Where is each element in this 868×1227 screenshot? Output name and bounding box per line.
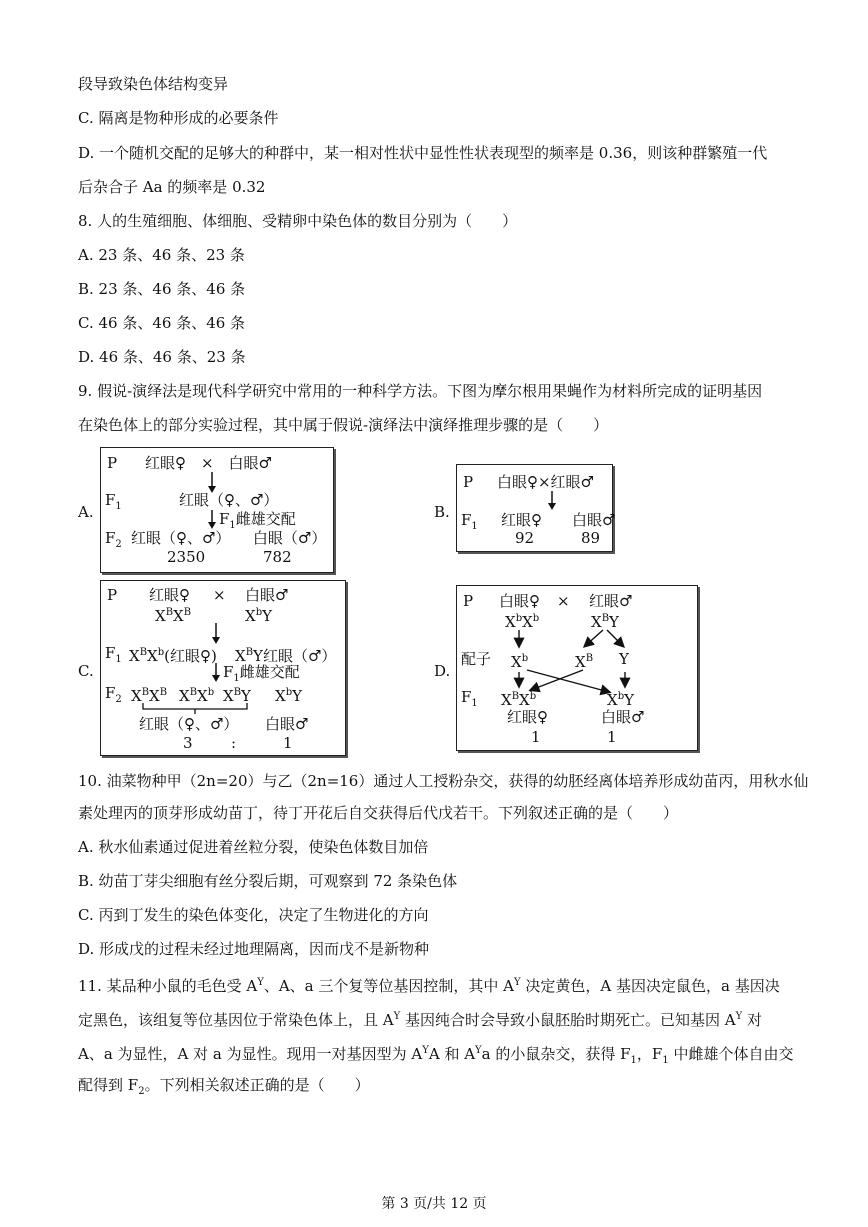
fig-a-f2: $F_2$	[105, 529, 122, 550]
question-9-line2: 在染色体上的部分实验过程，其中属于假说-演绎法中演绎推理步骤的是（ ）	[78, 416, 609, 434]
fig-d-f1-female: $X^BX^b$	[501, 691, 537, 709]
fig-c-p-genotype-male: $X^bY$	[245, 607, 272, 625]
q8-option-c: C. 46 条、46 条、46 条	[78, 314, 246, 332]
fig-c-label: C.	[78, 662, 94, 680]
fig-b-count-2: 89	[581, 529, 601, 547]
fig-d-p-genotype-male: $X^BY$	[591, 613, 619, 631]
question-8: 8. 人的生殖细胞、体细胞、受精卵中染色体的数目分别为（ ）	[78, 212, 518, 230]
fig-a-arrow-2	[207, 510, 217, 530]
fig-c-f2-g3: $X^BY$	[223, 687, 251, 705]
q10-option-b: B. 幼苗丁芽尖细胞有丝分裂后期，可观察到 72 条染色体	[78, 872, 458, 890]
fig-c-f2: $F_2$	[105, 684, 122, 705]
fig-c-f1: $F_1$	[105, 644, 122, 665]
figure-c	[100, 580, 346, 756]
q10-option-d: D. 形成戊的过程未经过地理隔离，因而戊不是新物种	[78, 940, 430, 958]
fig-c-ratio-a: 3	[183, 734, 193, 752]
question-10-line2: 素处理丙的顶芽形成幼苗丁，待丁开花后自交获得后代戊若干。下列叙述正确的是（ ）	[78, 804, 679, 822]
text-line: 段导致染色体结构变异	[78, 75, 229, 93]
question-11-line1: 11. 某品种小鼠的毛色受 $A^Y$、A、a 三个复等位基因控制，其中 $A^Y$ 决定黄色，A 基因决定鼠色，a 基因决	[78, 977, 780, 995]
figure-d	[456, 585, 698, 751]
fig-b-cross: 白眼♀×红眼♂	[497, 473, 594, 491]
fig-d-p-genotype-female: $X^bX^b$	[505, 613, 540, 631]
fig-d-gamete-y: Y	[619, 650, 629, 668]
fig-d-red: 红眼♀	[507, 708, 548, 726]
fig-c-bracket	[141, 701, 251, 715]
option-d-line1: D. 一个随机交配的足够大的种群中，某一相对性状中显性性状表现型的频率是 0.36，则该种群繁殖一代	[78, 144, 768, 162]
q8-option-b: B. 23 条、46 条、46 条	[78, 280, 246, 298]
q8-option-d: D. 46 条、46 条、23 条	[78, 348, 246, 366]
fig-d-count-1: 1	[531, 728, 541, 746]
question-11-line3: A、a 为显性，A 对 a 为显性。现用一对基因型为 $A^YA$ 和 $A^Ya$ 的小鼠杂交，获得 $F_1$，$F_1$ 中雌雄个体自由交	[78, 1045, 794, 1066]
fig-d-label: D.	[434, 662, 451, 680]
fig-c-f2-g2: $X^BX^b$	[179, 687, 215, 705]
fig-a-cross: 红眼♀ × 白眼♂	[145, 454, 272, 472]
page-footer: 第 3 页/共 12 页	[381, 1196, 487, 1212]
fig-d-p-male: 红眼♂	[589, 592, 633, 610]
fig-c-f1-male: $X^BY$红眼（♂）	[235, 647, 337, 665]
fig-b-label: B.	[434, 503, 450, 521]
fig-c-ratio-colon: :	[231, 734, 237, 752]
question-11-line2: 定黑色，该组复等位基因位于常染色体上，且 $A^Y$ 基因纯合时会导致小鼠胚胎时期死亡。已知基因 $A^Y$ 对	[78, 1011, 762, 1029]
fig-c-p: P	[107, 586, 118, 604]
fig-d-f1: $F_1$	[461, 688, 478, 709]
fig-d-p-female: 白眼♀	[499, 592, 540, 610]
fig-a-count-2: 782	[263, 548, 292, 566]
fig-b-f1: $F_1$	[461, 511, 478, 532]
fig-a-count-1: 2350	[167, 548, 206, 566]
fig-d-f1-male: $X^bY$	[607, 691, 634, 709]
fig-c-arrow-2	[211, 663, 221, 683]
fig-d-count-2: 1	[607, 728, 617, 746]
q10-option-c: C. 丙到丁发生的染色体变化，决定了生物进化的方向	[78, 906, 429, 924]
option-d-line2: 后杂合子 Aa 的频率是 0.32	[78, 178, 266, 196]
fig-a-step: $F_1$雌雄交配	[219, 510, 296, 531]
fig-c-f2-g1: $X^BX^B$	[131, 687, 168, 705]
q10-option-a: A. 秋水仙素通过促进着丝粒分裂，使染色体数目加倍	[78, 838, 429, 856]
fig-c-ratio-b: 1	[283, 734, 293, 752]
fig-a-f2-result: 红眼（♀、♂） 白眼（♂）	[131, 529, 327, 547]
fig-c-p-male: 白眼♂	[245, 586, 289, 604]
fig-c-step: $F_1$雌雄交配	[223, 663, 300, 684]
fig-d-cross: ×	[557, 592, 570, 610]
fig-d-p: P	[463, 592, 474, 610]
fig-d-gamete-xb: $X^b$	[511, 653, 529, 671]
fig-c-result-red: 红眼（♀、♂）	[139, 715, 239, 733]
question-9-line1: 9. 假说-演绎法是现代科学研究中常用的一种科学方法。下图为摩尔根用果蝇作为材料所完成的证明基因	[78, 382, 763, 400]
fig-c-f1-female: $X^BX^b$(红眼♀)	[129, 647, 217, 665]
fig-a-f1-result: 红眼（♀、♂）	[179, 491, 279, 509]
fig-b-count-1: 92	[515, 529, 535, 547]
fig-c-arrow-1	[211, 623, 221, 645]
question-10-line1: 10. 油菜物种甲（2n=20）与乙（2n=16）通过人工授粉杂交，获得的幼胚经离体培养形成幼苗丙，用秋水仙	[78, 772, 809, 790]
fig-d-gamete-xB: $X^B$	[575, 653, 594, 671]
figure-a	[100, 447, 334, 573]
q8-option-a: A. 23 条、46 条、23 条	[78, 246, 245, 264]
fig-a-f1: $F_1$	[105, 491, 122, 512]
fig-c-cross: ×	[213, 586, 226, 604]
fig-b-f1-result: 红眼♀ 白眼♂	[501, 511, 616, 529]
fig-b-p: P	[463, 473, 474, 491]
fig-b-arrow	[547, 491, 557, 511]
fig-c-p-genotype-female: $X^BX^B$	[155, 607, 192, 625]
question-11-line4: 配得到 $F_2$。下列相关叙述正确的是（ ）	[78, 1076, 370, 1097]
fig-c-f2-g4: $X^bY$	[275, 687, 302, 705]
fig-c-p-female: 红眼♀	[149, 586, 190, 604]
fig-a-p: P	[107, 454, 118, 472]
option-c: C. 隔离是物种形成的必要条件	[78, 109, 279, 127]
fig-d-white: 白眼♂	[601, 708, 645, 726]
fig-a-label: A.	[78, 503, 94, 521]
figure-b	[456, 464, 616, 552]
fig-d-gamete-label: 配子	[461, 650, 492, 668]
fig-c-result-white: 白眼♂	[265, 715, 309, 733]
